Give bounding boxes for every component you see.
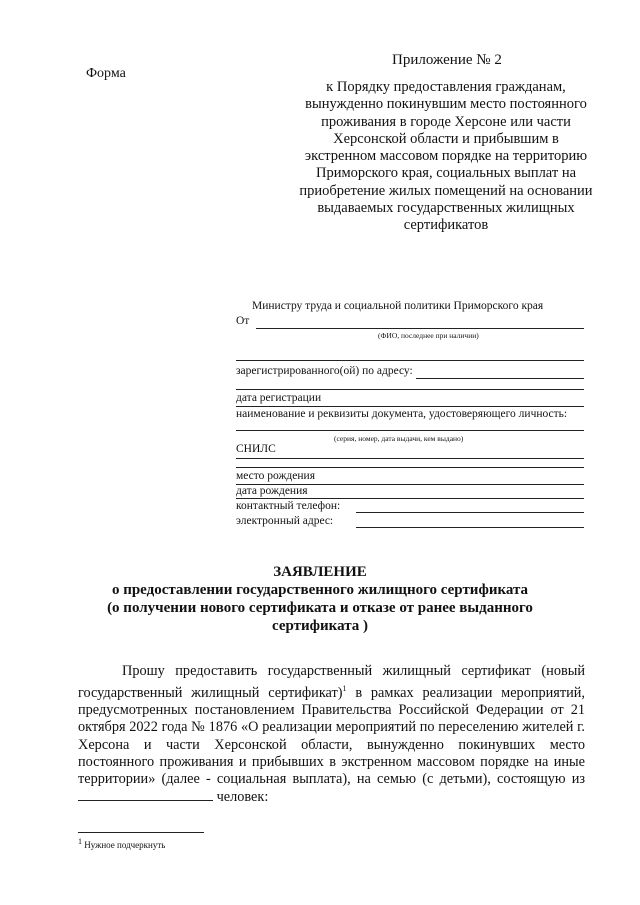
registration-date-line[interactable] bbox=[236, 406, 584, 407]
footnote-separator bbox=[78, 832, 204, 833]
footnote-text: Нужное подчеркнуть bbox=[82, 840, 166, 850]
address-field-line-2[interactable] bbox=[236, 389, 584, 390]
statement-subtitle-3: сертификата ) bbox=[272, 618, 368, 634]
statement-subtitle-2: (о получении нового сертификата и отказе от ранее выданного bbox=[107, 600, 533, 616]
addressee: Министру труда и социальной политики Приморского края bbox=[252, 300, 544, 312]
id-doc-label: наименование и реквизиты документа, удостоверяющего личность: bbox=[236, 408, 568, 420]
id-doc-field-line[interactable] bbox=[236, 430, 584, 431]
footnote-mark: 1 bbox=[78, 837, 82, 846]
snils-field-line[interactable] bbox=[236, 458, 584, 459]
footnote bbox=[78, 837, 165, 850]
statement-body-part2: в рамках реализации мероприятий, предусмотренных постановлением Правительства Российской Федерации от 21 октября 2022 года № 1876 «О реализации мероприятий по переселению жителей г. Херсона и части Херсонской области, вынужденно покинувших место постоянного проживания и прибывших в экстренном массовом порядке на иные территории» (далее - социальная выплата), на семью (с детьми), состоящую из bbox=[78, 684, 585, 787]
fio-hint: (ФИО, последнее при наличии) bbox=[378, 331, 479, 340]
birthplace-label: место рождения bbox=[236, 470, 315, 482]
phone-label: контактный телефон: bbox=[236, 500, 341, 512]
statement-title: ЗАЯВЛЕНИЕ bbox=[273, 564, 367, 580]
snils-label: СНИЛС bbox=[236, 443, 276, 455]
statement-subtitle-1: о предоставлении государственного жилищного сертификата bbox=[111, 582, 529, 598]
statement-body-part1: Прошу предоставить государственный жилищный сертификат (новый государственный жилищный сертификат) bbox=[78, 663, 585, 701]
blank-line-1[interactable] bbox=[236, 360, 584, 361]
from-label: От bbox=[236, 315, 250, 327]
registered-address-label: зарегистрированного(ой) по адресу: bbox=[236, 365, 413, 377]
phone-field-line[interactable] bbox=[356, 512, 584, 513]
form-label: Форма bbox=[86, 66, 126, 81]
statement-body bbox=[78, 663, 585, 806]
birthdate-label: дата рождения bbox=[236, 485, 308, 497]
statement-body-part3: человек: bbox=[213, 789, 269, 806]
fio-field-line[interactable] bbox=[256, 328, 584, 329]
family-size-field[interactable] bbox=[78, 788, 213, 801]
registration-date-label: дата регистрации bbox=[236, 392, 322, 404]
address-field-line[interactable] bbox=[416, 378, 584, 379]
blank-line-2[interactable] bbox=[236, 467, 584, 468]
appendix-title: Приложение № 2 bbox=[392, 52, 502, 68]
footnote-reference: 1 bbox=[342, 684, 347, 694]
email-label: электронный адрес: bbox=[236, 515, 334, 527]
email-field-line[interactable] bbox=[356, 527, 584, 528]
birthdate-field-line[interactable] bbox=[236, 498, 584, 499]
appendix-text: к Порядку предоставления гражданам, вынужденно покинувшим место постоянного проживания в городе Херсоне или части Херсонской области и прибывшим в экстренном массовом порядке на территорию Приморского края, социальных выплат на приобретение жилых помещений на основании выдаваемых государственных жилищных сертификатов bbox=[299, 79, 593, 234]
id-doc-hint: (серия, номер, дата выдачи, кем выдано) bbox=[334, 434, 464, 443]
